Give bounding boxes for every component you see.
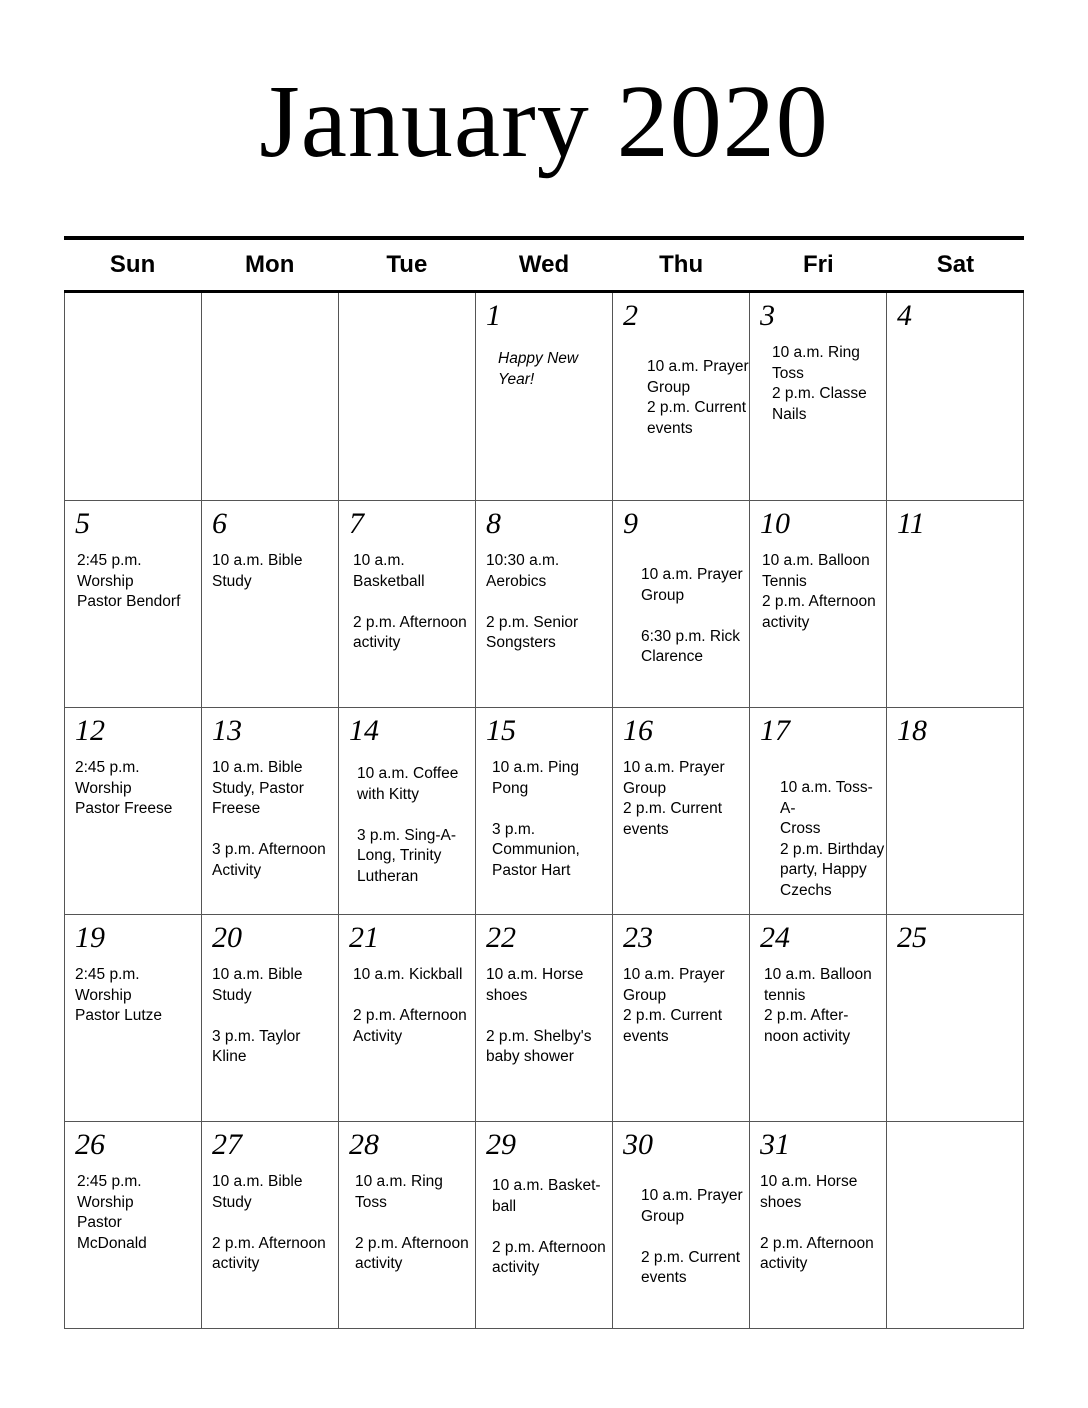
day-cell — [339, 500, 476, 707]
day-number: 29 — [486, 1128, 516, 1161]
day-number: 30 — [623, 1128, 653, 1161]
day-number: 21 — [349, 921, 379, 954]
day-cell — [476, 914, 613, 1121]
day-cell — [613, 707, 750, 914]
calendar-title: January 2020 — [259, 64, 829, 179]
day-cell — [887, 500, 1024, 707]
day-number: 16 — [623, 714, 653, 747]
day-number: 31 — [760, 1128, 790, 1161]
day-cell — [613, 500, 750, 707]
day-number: 4 — [897, 299, 912, 332]
day-events: 2:45 p.m. Worship Pastor Freese — [75, 759, 173, 817]
day-events: 10 a.m. Prayer Group 6:30 p.m. Rick Clarence — [641, 566, 743, 665]
day-cell — [750, 293, 887, 500]
day-number: 17 — [760, 714, 790, 747]
day-cell — [750, 1121, 887, 1328]
day-number: 15 — [486, 714, 516, 747]
day-events: 10 a.m. Balloon tennis 2 p.m. After- noon activity — [764, 966, 872, 1045]
day-cell — [339, 914, 476, 1121]
weekday-fri: Fri — [802, 251, 834, 278]
day-events: 10 a.m. Basket- ball 2 p.m. Afternoon activity — [492, 1177, 606, 1276]
day-number: 26 — [75, 1128, 105, 1161]
day-events: 10 a.m. Ping Pong 3 p.m. Communion, Pastor Hart — [492, 759, 580, 879]
day-events: 10 a.m. Kickball 2 p.m. Afternoon Activity — [353, 966, 467, 1045]
day-cell — [202, 914, 339, 1121]
day-number: 27 — [212, 1128, 242, 1161]
day-cell — [65, 293, 202, 500]
day-number: 11 — [897, 507, 925, 540]
day-cell — [613, 914, 750, 1121]
day-number: 8 — [486, 507, 501, 540]
day-events: 10 a.m. Bible Study 2 p.m. Afternoon activity — [212, 1173, 326, 1272]
day-number: 12 — [75, 714, 105, 747]
day-events: 10 a.m. Toss-A- Cross 2 p.m. Birthday party, Happy Czechs — [780, 779, 885, 899]
day-cell — [339, 1121, 476, 1328]
day-cell — [202, 707, 339, 914]
day-events: 2:45 p.m. Worship Pastor Bendorf — [77, 552, 181, 610]
day-cell — [476, 1121, 613, 1328]
day-events: 10 a.m. Bible Study, Pastor Freese 3 p.m. Afternoon Activity — [212, 759, 326, 879]
day-grid — [64, 293, 1024, 1329]
weekday-wed: Wed — [518, 251, 570, 278]
day-cell — [65, 707, 202, 914]
day-cell — [887, 1121, 1024, 1328]
day-cell — [339, 293, 476, 500]
day-cell — [476, 707, 613, 914]
day-number: 6 — [212, 507, 227, 540]
day-events: 10 a.m. Horse shoes 2 p.m. Shelby's baby shower — [486, 966, 592, 1065]
day-events: 2:45 p.m. Worship Pastor Lutze — [75, 966, 163, 1024]
day-number: 10 — [760, 507, 790, 540]
calendar — [64, 236, 1024, 1329]
day-number: 13 — [212, 714, 242, 747]
day-events: Happy New Year! — [498, 350, 579, 388]
weekday-thu: Thu — [659, 251, 704, 278]
day-cell — [65, 1121, 202, 1328]
day-events: 10 a.m. Basketball 2 p.m. Afternoon activity — [353, 552, 467, 651]
weekday-mon: Mon — [245, 251, 295, 278]
day-number: 20 — [212, 921, 242, 954]
day-cell — [887, 914, 1024, 1121]
day-cell — [887, 293, 1024, 500]
day-events: 10 a.m. Bible Study 3 p.m. Taylor Kline — [212, 966, 303, 1065]
day-number: 23 — [623, 921, 653, 954]
day-number: 5 — [75, 507, 90, 540]
day-cell — [887, 707, 1024, 914]
day-events: 10 a.m. Balloon Tennis 2 p.m. Afternoon activity — [762, 552, 876, 631]
day-number: 25 — [897, 921, 927, 954]
day-cell — [750, 707, 887, 914]
day-events: 10:30 a.m. Aerobics 2 p.m. Senior Songsters — [486, 552, 579, 651]
day-number: 22 — [486, 921, 516, 954]
day-events: 2:45 p.m. Worship Pastor McDonald — [77, 1173, 147, 1252]
day-cell — [476, 500, 613, 707]
day-cell — [65, 914, 202, 1121]
day-number: 1 — [486, 299, 501, 332]
day-number: 24 — [760, 921, 790, 954]
day-cell — [476, 293, 613, 500]
day-cell — [202, 500, 339, 707]
day-number: 2 — [623, 299, 638, 332]
day-number: 18 — [897, 714, 927, 747]
weekday-sun: Sun — [109, 251, 156, 278]
day-cell — [202, 293, 339, 500]
day-number: 9 — [623, 507, 638, 540]
day-events: 10 a.m. Bible Study — [212, 552, 303, 590]
weekday-sat: Sat — [936, 251, 975, 278]
day-cell — [613, 293, 750, 500]
day-cell — [750, 914, 887, 1121]
day-events: 10 a.m. Horse shoes 2 p.m. Afternoon activity — [760, 1173, 874, 1272]
day-cell — [750, 500, 887, 707]
day-cell — [613, 1121, 750, 1328]
day-events: 10 a.m. Prayer Group 2 p.m. Current events — [647, 358, 749, 437]
day-number: 3 — [760, 299, 775, 332]
day-events: 10 a.m. Prayer Group 2 p.m. Current events — [641, 1187, 743, 1286]
day-events: 10 a.m. Prayer Group 2 p.m. Current events — [623, 759, 725, 838]
day-number: 14 — [349, 714, 379, 747]
day-events: 10 a.m. Coffee with Kitty 3 p.m. Sing-A- Long, Trinity Lutheran — [357, 765, 459, 885]
day-number: 19 — [75, 921, 105, 954]
day-cell — [202, 1121, 339, 1328]
day-number: 7 — [349, 507, 364, 540]
day-events: 10 a.m. Prayer Group 2 p.m. Current events — [623, 966, 725, 1045]
day-events: 10 a.m. Ring Toss 2 p.m. Afternoon activity — [355, 1173, 469, 1272]
day-cell — [339, 707, 476, 914]
day-number: 28 — [349, 1128, 379, 1161]
weekday-header — [64, 240, 1024, 290]
weekday-tue: Tue — [386, 251, 428, 278]
day-events: 10 a.m. Ring Toss 2 p.m. Classe Nails — [772, 344, 867, 423]
day-cell — [65, 500, 202, 707]
